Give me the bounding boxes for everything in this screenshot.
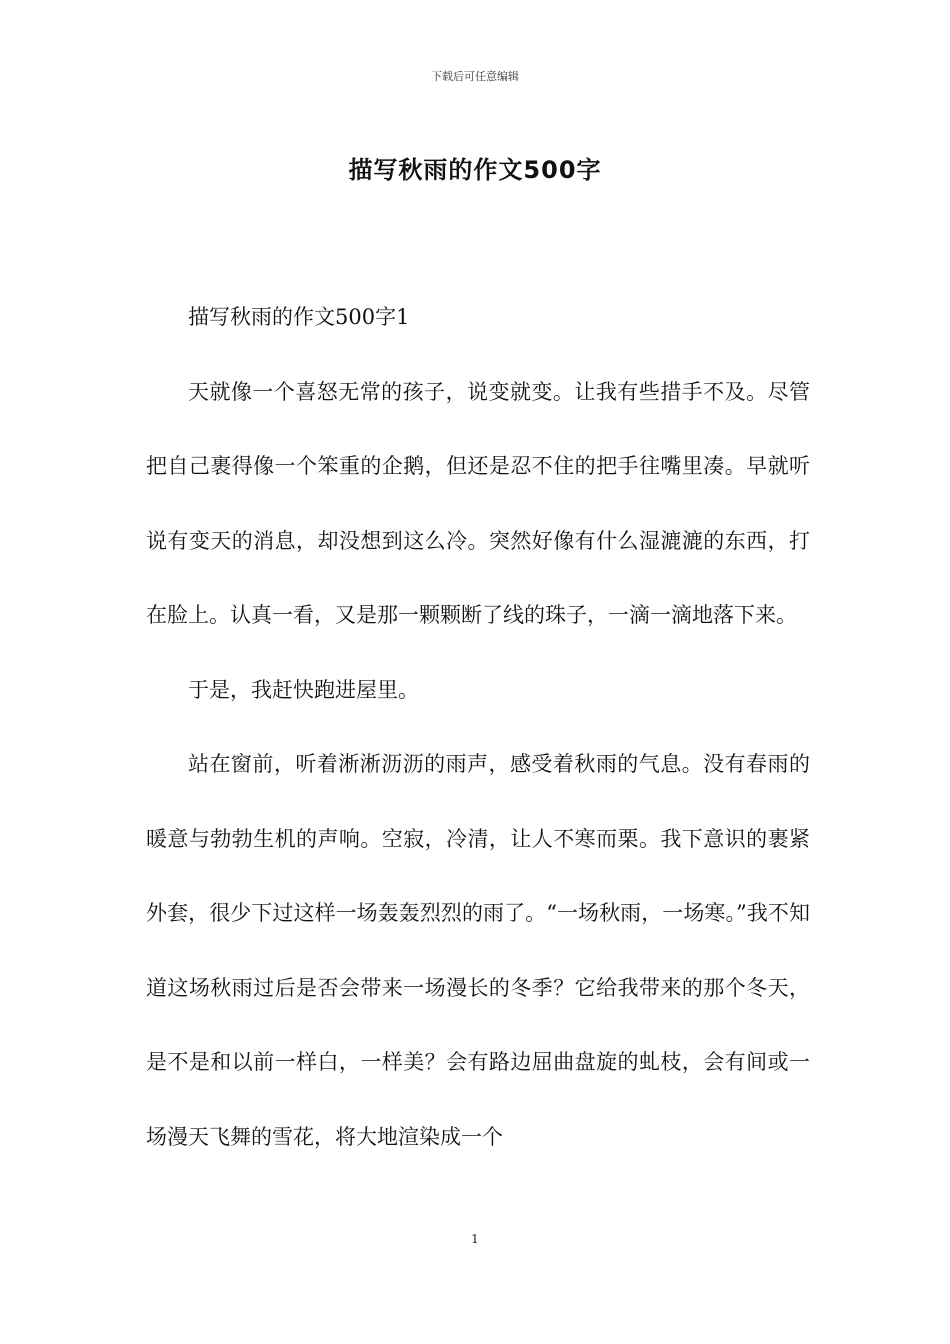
section-subheading: 描写秋雨的作文500字1 (188, 305, 410, 329)
document-body (146, 280, 810, 1174)
page-number: 1 (471, 1232, 479, 1246)
document-title: 描写秋雨的作文500字 (348, 156, 602, 184)
paragraph-3: 站在窗前，听着淅淅沥沥的雨声，感受着秋雨的气息。没有春雨的暖意与勃勃生机的声响。空寂，冷清，让人不寒而栗。我下意识的裹紧外套，很少下过这样一场轰轰烈烈的雨了。“一场秋雨，一场寒。”我不知道这场秋雨过后是否会带来一场漫长的冬季？它给我带来的那个冬天，是不是和以前一样白，一样美？会有路边屈曲盘旋的虬枝，会有间或一场漫天飞舞的雪花，将大地渲染成一个 (146, 752, 810, 1149)
paragraph-2: 于是，我赶快跑进屋里。 (188, 677, 419, 702)
paragraph-1: 天就像一个喜怒无常的孩子，说变就变。让我有些措手不及。尽管把自己裹得像一个笨重的企鹅，但还是忍不住的把手往嘴里凑。早就听说有变天的消息，却没想到这么冷。突然好像有什么湿漉漉的东西，打在脸上。认真一看，又是那一颗颗断了线的珠子，一滴一滴地落下来。 (146, 379, 810, 627)
header-note: 下载后可任意编辑 (431, 70, 519, 83)
